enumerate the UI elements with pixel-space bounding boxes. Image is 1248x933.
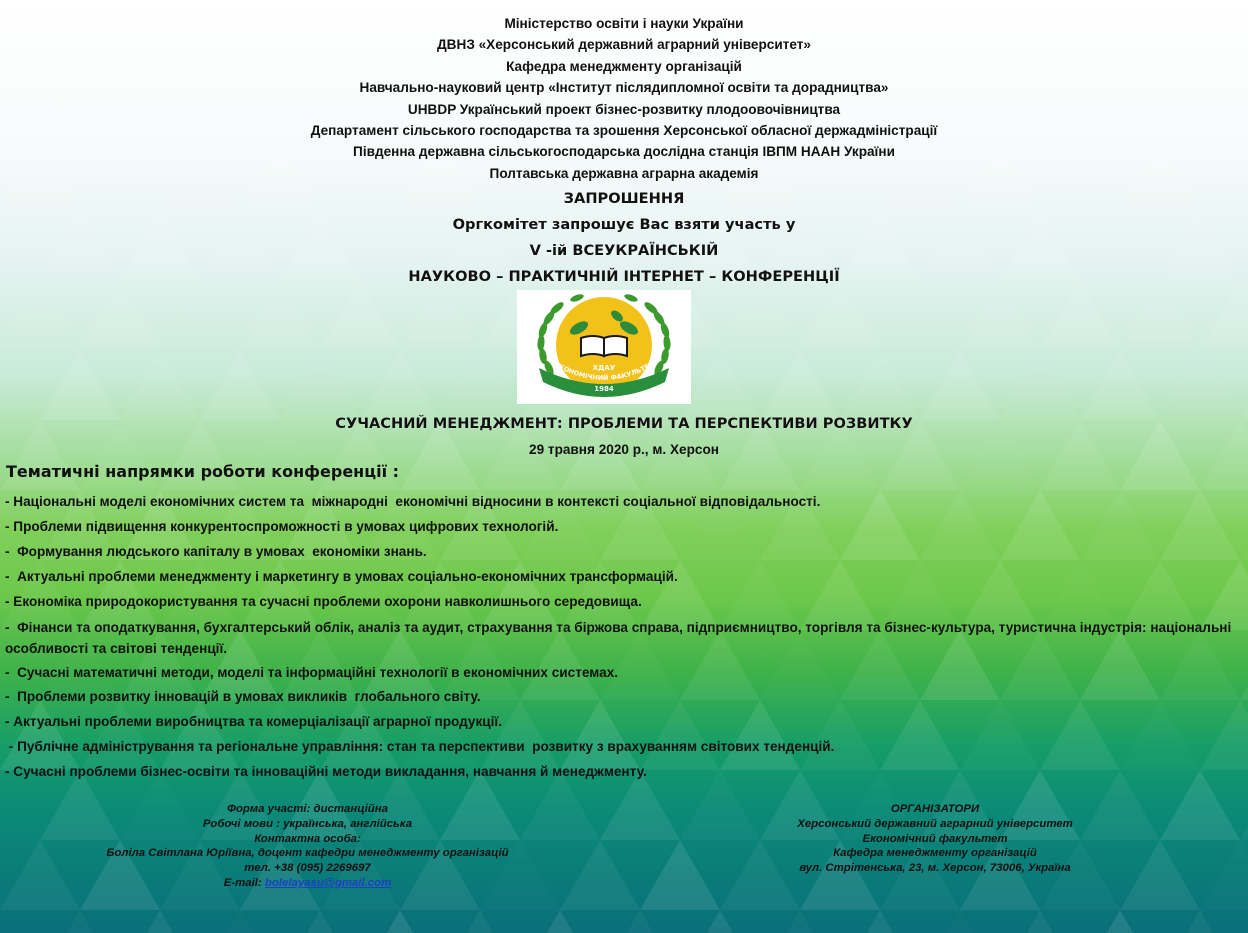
invitation-heading: ЗАПРОШЕННЯ — [563, 190, 685, 207]
topic-item: - Публічне адміністрування та регіональне управління: стан та перспективи розвитку з врахуванням світових тенденцій. — [5, 739, 835, 755]
header-line-university: ДВНЗ «Херсонський державний аграрний університет» — [437, 37, 811, 53]
topic-item: - Проблеми розвитку інновацій в умовах викликів глобального світу. — [5, 689, 481, 705]
header-line-institute: Навчально-науковий центр «Інститут післядипломної освіти та дорадництва» — [359, 80, 889, 96]
topic-item: - Формування людського капіталу в умовах економіки знань. — [5, 543, 427, 559]
conference-title: СУЧАСНИЙ МЕНЕДЖМЕНТ: ПРОБЛЕМИ ТА ПЕРСПЕКТИВИ РОЗВИТКУ — [335, 415, 913, 432]
topic-item: - Сучасні математичні методи, моделі та інформаційні технології в економічних системах. — [5, 664, 619, 680]
organizer-address: вул. Стрітенська, 23, м. Херсон, 73006, Україна — [799, 862, 1071, 875]
logo-abbreviation: ХДАУ — [592, 364, 616, 372]
topic-item: - Фінанси та оподаткування, бухгалтерський облік, аналіз та аудит, страхування та біржова справа, підприємництво, торгівля та бізнес-культура, туристична індустрія: національні особливості та світові тенденції. — [5, 619, 1236, 656]
participation-form: Форма участі: дистанційна — [227, 803, 388, 815]
logo-ring-text: КОНОМІЧНИЙ ФАКУЛЬТЕ — [557, 362, 651, 383]
email-label: E-mail: — [223, 876, 265, 889]
organizer-department: Кафедра менеджменту організацій — [833, 847, 1037, 860]
header-line-poltava-academy: Полтавська державна аграрна академія — [489, 165, 759, 181]
organizers-heading: ОРГАНІЗАТОРИ — [890, 803, 980, 815]
email-link[interactable]: bolelayasu@gmail.com — [264, 876, 392, 889]
topics-list — [5, 490, 1241, 785]
contact-label: Контактна особа: — [254, 832, 361, 845]
header-line-ministry: Міністерство освіти і науки України — [504, 16, 744, 31]
invitation-conference-type: НАУКОВО – ПРАКТИЧНІЙ ІНТЕРНЕТ – КОНФЕРЕНЦІЇ — [408, 268, 840, 285]
organizers-header — [0, 13, 1248, 184]
contact-phone: тел. +38 (095) 2269697 — [244, 862, 371, 875]
topic-item: - Національні моделі економічних систем та міжнародні економічні відносини в контексті соціальної відповідальності. — [5, 494, 821, 509]
topics-heading: Тематичні напрямки роботи конференції : — [6, 462, 400, 481]
participation-info — [40, 802, 575, 891]
organizer-faculty: Економічний факультет — [862, 832, 1008, 845]
header-line-uhbdp: UHBDP Український проект бізнес-розвитку плодоовочівництва — [407, 101, 841, 117]
organizers-info — [700, 802, 1170, 876]
topic-item: - Проблеми підвищення конкурентоспроможності в умовах цифрових технологій. — [5, 518, 559, 534]
invitation — [0, 186, 1248, 290]
logo-year: 1984 — [594, 385, 614, 393]
topic-item: - Економіка природокористування та сучасні проблеми охорони навколишнього середовища. — [5, 593, 642, 609]
invitation-edition: V -ій ВСЕУКРАЇНСЬКІЙ — [529, 242, 719, 259]
topic-item: - Актуальні проблеми менеджменту і маркетингу в умовах соціально-економічних трансформацій. — [5, 568, 678, 584]
contact-person: Боліла Світлана Юріївна, доцент кафедри менеджменту організацій — [106, 847, 509, 860]
topic-item: - Актуальні проблеми виробництва та комерціалізації аграрної продукції. — [5, 714, 503, 730]
faculty-logo — [517, 290, 691, 404]
contact-email-line — [40, 876, 575, 891]
header-line-research-station: Південна державна сільськогосподарська дослідна станція ІВПМ НААН України — [353, 144, 895, 160]
header-line-department: Кафедра менеджменту організацій — [506, 58, 742, 74]
topic-item: - Сучасні проблеми бізнес-освіти та інноваційні методи викладання, навчання й менеджменту. — [5, 764, 647, 780]
header-line-regional-department: Департамент сільського господарства та зрошення Херсонської обласної держадміністрації — [310, 123, 938, 139]
conference-date: 29 травня 2020 р., м. Херсон — [529, 442, 719, 457]
invitation-text: Оргкомітет запрошує Вас взяти участь у — [452, 216, 796, 233]
working-languages: Робочі мови : українська, англійська — [202, 817, 413, 830]
organizer-university: Херсонський державний аграрний університет — [797, 817, 1073, 830]
book-icon — [581, 336, 627, 356]
